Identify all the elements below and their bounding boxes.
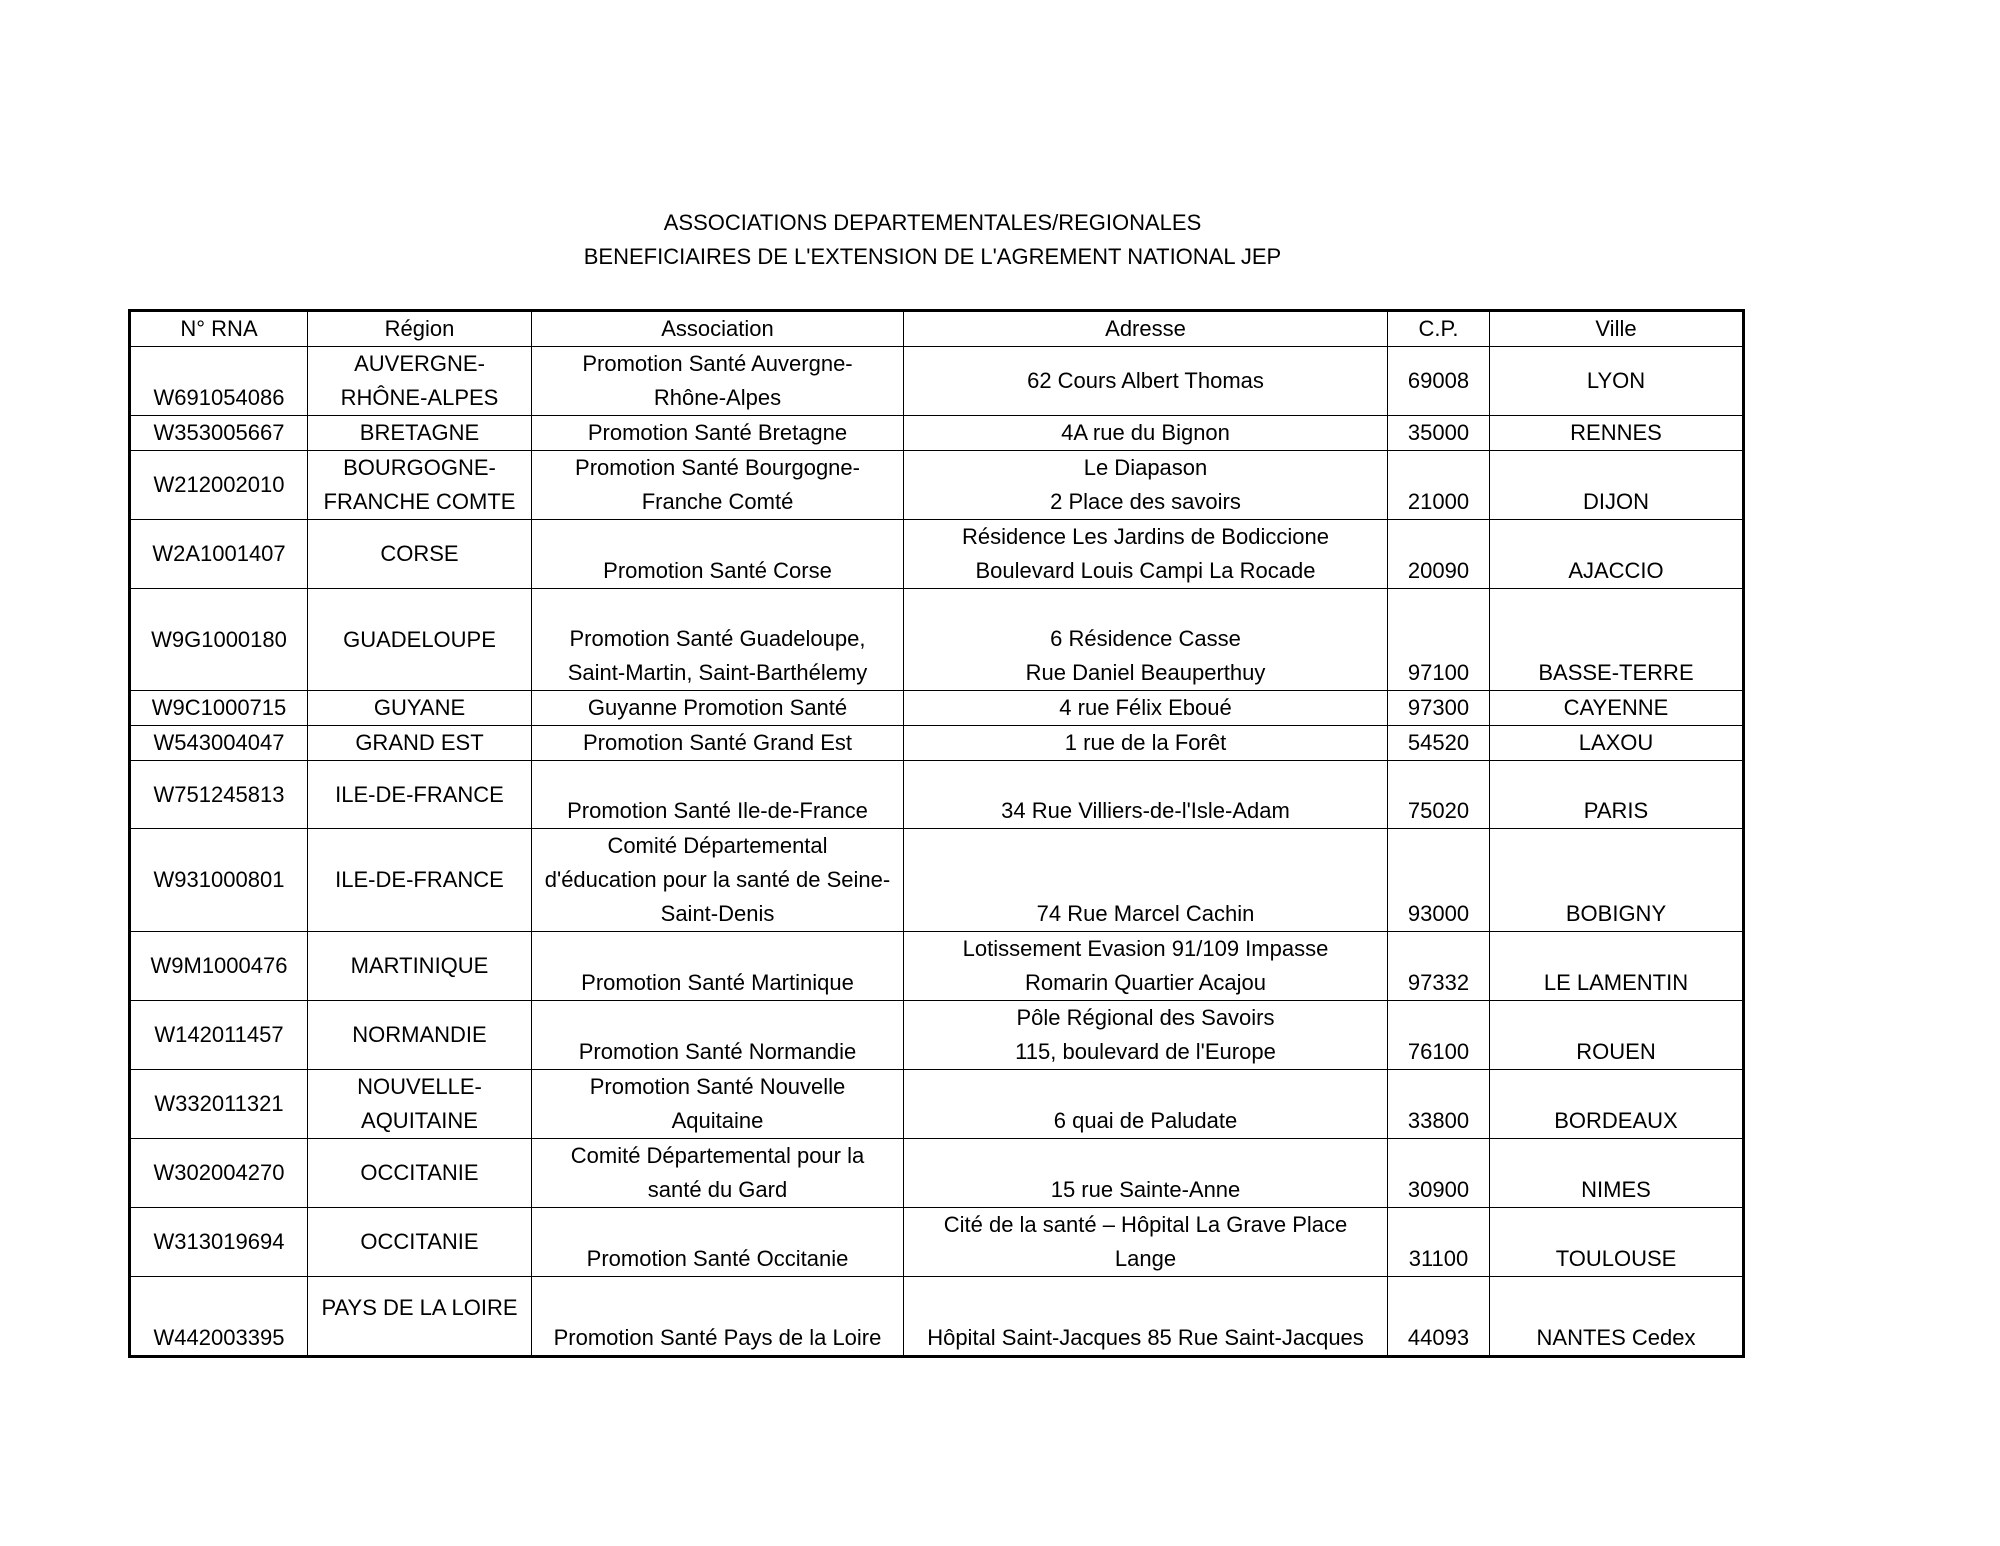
cell-adresse (904, 416, 1388, 451)
cell-association (532, 589, 904, 691)
cell-cp: 35000 (1388, 416, 1490, 451)
cell-adresse (904, 1208, 1388, 1277)
cell-line: GRAND EST (355, 730, 484, 755)
cell-line: Promotion Santé Occitanie (586, 1246, 849, 1271)
cell-line: AQUITAINE (361, 1108, 478, 1133)
cell-line: Boulevard Louis Campi La Rocade (975, 558, 1316, 583)
cell-adresse (904, 589, 1388, 691)
cell-line: Franche Comté (641, 489, 794, 514)
cell-cp: 97100 (1388, 589, 1490, 691)
cell-ville: DIJON (1490, 451, 1744, 520)
title-line-1: ASSOCIATIONS DEPARTEMENTALES/REGIONALES (663, 210, 1202, 235)
associations-table (128, 309, 1745, 1358)
cell-rna: W2A1001407 (130, 520, 308, 589)
cell-line: NORMANDIE (352, 1022, 487, 1047)
cell-region (308, 1070, 532, 1139)
cell-line: 15 rue Sainte-Anne (1050, 1177, 1241, 1202)
header-cp: C.P. (1388, 311, 1490, 347)
cell-line: BRETAGNE (359, 420, 480, 445)
cell-line: santé du Gard (647, 1177, 788, 1202)
cell-ville: CAYENNE (1490, 691, 1744, 726)
cell-ville: PARIS (1490, 761, 1744, 829)
header-association: Association (532, 311, 904, 347)
cell-association (532, 829, 904, 932)
cell-line: 1 rue de la Forêt (1064, 730, 1227, 755)
header-adresse: Adresse (904, 311, 1388, 347)
cell-cp: 20090 (1388, 520, 1490, 589)
cell-line: CORSE (380, 541, 459, 566)
cell-adresse (904, 1277, 1388, 1357)
cell-adresse (904, 691, 1388, 726)
cell-region (308, 1277, 532, 1357)
cell-association (532, 761, 904, 829)
table-row (130, 1277, 1744, 1357)
cell-cp: 54520 (1388, 726, 1490, 761)
table-row (130, 347, 1744, 416)
cell-rna: W212002010 (130, 451, 308, 520)
cell-adresse (904, 829, 1388, 932)
cell-ville: BASSE-TERRE (1490, 589, 1744, 691)
cell-line: 62 Cours Albert Thomas (1027, 368, 1264, 393)
cell-rna: W353005667 (130, 416, 308, 451)
table-row (130, 589, 1744, 691)
cell-region (308, 726, 532, 761)
cell-cp: 30900 (1388, 1139, 1490, 1208)
cell-association (532, 451, 904, 520)
cell-adresse (904, 347, 1388, 416)
cell-rna: W142011457 (130, 1001, 308, 1070)
cell-line: Saint-Martin, Saint-Barthélemy (567, 660, 868, 685)
cell-adresse (904, 1001, 1388, 1070)
cell-line: Promotion Santé Martinique (581, 970, 854, 995)
cell-rna: W751245813 (130, 761, 308, 829)
cell-line: 34 Rue Villiers-de-l'Isle-Adam (1001, 798, 1290, 823)
cell-rna: W313019694 (130, 1208, 308, 1277)
cell-ville: TOULOUSE (1490, 1208, 1744, 1277)
cell-region (308, 932, 532, 1001)
cell-line: MARTINIQUE (350, 953, 489, 978)
cell-cp: 33800 (1388, 1070, 1490, 1139)
title-line-2: BENEFICIAIRES DE L'EXTENSION DE L'AGREMENT NATIONAL JEP (583, 244, 1282, 269)
cell-association (532, 1001, 904, 1070)
cell-line: Résidence Les Jardins de Bodiccione (962, 524, 1329, 549)
cell-cp: 21000 (1388, 451, 1490, 520)
cell-association (532, 691, 904, 726)
table-row (130, 1001, 1744, 1070)
cell-ville: LYON (1490, 347, 1744, 416)
cell-line: 74 Rue Marcel Cachin (1036, 901, 1255, 926)
cell-line: Aquitaine (671, 1108, 764, 1133)
cell-line: Lange (1114, 1246, 1177, 1271)
cell-adresse (904, 520, 1388, 589)
cell-adresse (904, 451, 1388, 520)
cell-line: Rhône-Alpes (653, 385, 782, 410)
cell-rna: W931000801 (130, 829, 308, 932)
cell-line: ILE-DE-FRANCE (335, 781, 504, 807)
cell-line: GUADELOUPE (343, 626, 496, 652)
cell-line: Comité Départemental pour la (570, 1143, 865, 1168)
cell-ville: NANTES Cedex (1490, 1277, 1744, 1357)
cell-region (308, 589, 532, 691)
table-row (130, 691, 1744, 726)
cell-association (532, 1277, 904, 1357)
cell-rna: W442003395 (130, 1277, 308, 1357)
cell-line: Rue Daniel Beauperthuy (1025, 660, 1266, 685)
cell-association (532, 1139, 904, 1208)
cell-cp: 69008 (1388, 347, 1490, 416)
cell-line: d'éducation pour la santé de Seine- (544, 867, 891, 892)
cell-cp: 93000 (1388, 829, 1490, 932)
cell-cp: 76100 (1388, 1001, 1490, 1070)
cell-line: ILE-DE-FRANCE (335, 867, 504, 892)
table-body (130, 347, 1744, 1357)
table-row (130, 416, 1744, 451)
cell-adresse (904, 1070, 1388, 1139)
cell-adresse (904, 932, 1388, 1001)
cell-region (308, 1139, 532, 1208)
cell-line: Hôpital Saint-Jacques 85 Rue Saint-Jacques (927, 1325, 1364, 1350)
cell-ville: BOBIGNY (1490, 829, 1744, 932)
cell-line: Lotissement Evasion 91/109 Impasse (962, 936, 1329, 961)
cell-line: Promotion Santé Corse (603, 558, 832, 583)
cell-region (308, 1001, 532, 1070)
cell-rna: W9C1000715 (130, 691, 308, 726)
cell-ville: AJACCIO (1490, 520, 1744, 589)
cell-line: Promotion Santé Auvergne- (582, 351, 853, 376)
table-row (130, 932, 1744, 1001)
cell-region (308, 347, 532, 416)
cell-line: Promotion Santé Ile-de-France (567, 798, 868, 823)
cell-adresse (904, 726, 1388, 761)
header-ville: Ville (1490, 311, 1744, 347)
cell-ville: LAXOU (1490, 726, 1744, 761)
cell-rna: W691054086 (130, 347, 308, 416)
header-region: Région (308, 311, 532, 347)
cell-line: Romarin Quartier Acajou (1025, 970, 1266, 995)
cell-line: FRANCHE COMTE (323, 489, 516, 514)
table-row (130, 451, 1744, 520)
cell-association (532, 726, 904, 761)
table-row (130, 520, 1744, 589)
cell-line: Guyanne Promotion Santé (587, 695, 848, 720)
cell-rna: W302004270 (130, 1139, 308, 1208)
table-row (130, 726, 1744, 761)
cell-region (308, 451, 532, 520)
cell-cp: 75020 (1388, 761, 1490, 829)
cell-association (532, 347, 904, 416)
cell-region (308, 520, 532, 589)
table-row (130, 761, 1744, 829)
header-row (130, 311, 1744, 347)
cell-line: 6 Résidence Casse (1050, 626, 1241, 651)
table-row (130, 1070, 1744, 1139)
cell-region (308, 691, 532, 726)
cell-line: Pôle Régional des Savoirs (1016, 1005, 1275, 1030)
cell-line: Cité de la santé – Hôpital La Grave Place (943, 1212, 1348, 1237)
cell-ville: RENNES (1490, 416, 1744, 451)
cell-association (532, 1070, 904, 1139)
cell-ville: NIMES (1490, 1139, 1744, 1208)
cell-region (308, 416, 532, 451)
cell-region (308, 829, 532, 932)
cell-line: BOURGOGNE- (343, 455, 496, 480)
cell-association (532, 932, 904, 1001)
cell-line: Promotion Santé Pays de la Loire (553, 1325, 882, 1350)
cell-line: 4 rue Félix Eboué (1059, 695, 1232, 720)
cell-ville: ROUEN (1490, 1001, 1744, 1070)
cell-rna: W543004047 (130, 726, 308, 761)
cell-line: 115, boulevard de l'Europe (1015, 1039, 1276, 1064)
header-rna: N° RNA (130, 311, 308, 347)
cell-line: PAYS DE LA LOIRE (321, 1295, 518, 1320)
cell-cp: 97300 (1388, 691, 1490, 726)
cell-rna: W332011321 (130, 1070, 308, 1139)
cell-line: AUVERGNE- (354, 351, 485, 376)
document-titles (0, 206, 1865, 274)
cell-ville: LE LAMENTIN (1490, 932, 1744, 1001)
cell-line: 6 quai de Paludate (1053, 1108, 1238, 1133)
cell-line: Promotion Santé Guadeloupe, (569, 626, 866, 651)
cell-line: 2 Place des savoirs (1050, 489, 1241, 514)
table-row (130, 1139, 1744, 1208)
cell-line: 4A rue du Bignon (1061, 420, 1230, 445)
cell-region (308, 761, 532, 829)
cell-line: Promotion Santé Normandie (578, 1039, 857, 1064)
cell-ville: BORDEAUX (1490, 1070, 1744, 1139)
table-row (130, 1208, 1744, 1277)
cell-line: Promotion Santé Bretagne (587, 420, 848, 445)
cell-line: Comité Départemental (607, 833, 828, 858)
cell-line: RHÔNE-ALPES (340, 385, 499, 410)
cell-cp: 44093 (1388, 1277, 1490, 1357)
cell-cp: 97332 (1388, 932, 1490, 1001)
cell-adresse (904, 761, 1388, 829)
cell-line: Promotion Santé Nouvelle (589, 1074, 846, 1099)
cell-rna: W9M1000476 (130, 932, 308, 1001)
cell-line: OCCITANIE (360, 1160, 479, 1185)
cell-cp: 31100 (1388, 1208, 1490, 1277)
cell-line: Promotion Santé Grand Est (582, 730, 853, 755)
cell-association (532, 520, 904, 589)
cell-line: Promotion Santé Bourgogne- (575, 455, 860, 480)
cell-line: OCCITANIE (360, 1229, 479, 1254)
cell-region (308, 1208, 532, 1277)
cell-association (532, 1208, 904, 1277)
cell-association (532, 416, 904, 451)
cell-rna: W9G1000180 (130, 589, 308, 691)
cell-line: NOUVELLE- (357, 1074, 482, 1099)
cell-adresse (904, 1139, 1388, 1208)
cell-line: Saint-Denis (660, 901, 775, 926)
cell-line: Le Diapason (1083, 455, 1208, 480)
table-row (130, 829, 1744, 932)
cell-line: GUYANE (373, 695, 466, 720)
